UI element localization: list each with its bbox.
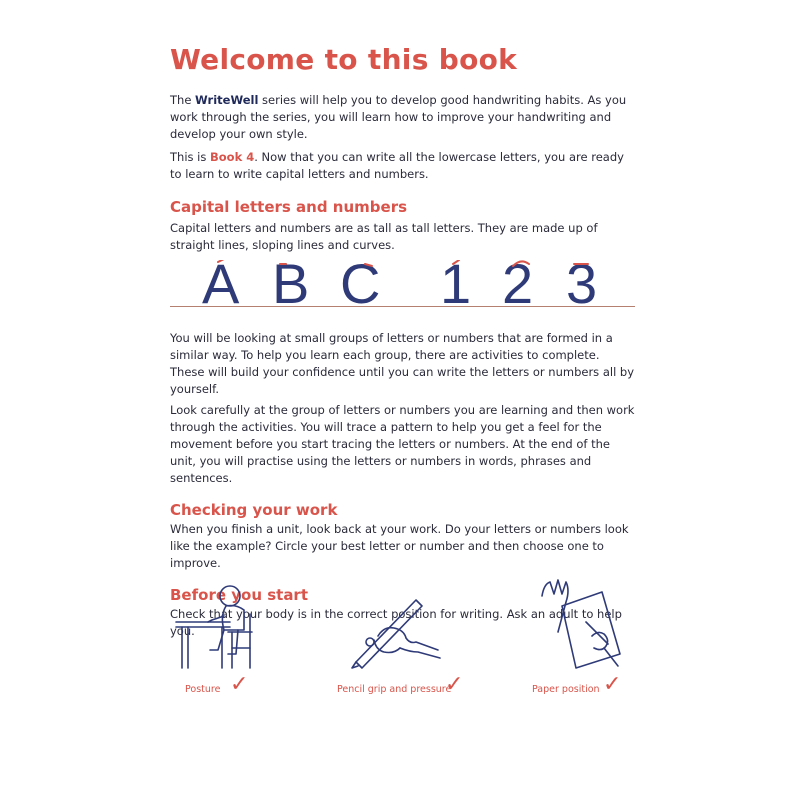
glyph-c: C (340, 252, 381, 315)
body-paragraph-2: Look carefully at the group of letters or numbers you are learning and then work through the activities. You will trace a pattern to help you get a feel for the movement before you start tracing the letters or numbers. At the end of the unit, you will practise using the letters or numbers in words, phrases and sentences. (170, 403, 635, 485)
glyph-b: B (272, 252, 310, 315)
page-content (170, 40, 635, 640)
capitals-text: Capital letters and numbers are as tall as tall letters. They are made up of straight lines, sloping lines and curves. (170, 221, 598, 252)
glyph-2: 2 (502, 252, 534, 315)
hand-holding-pencil-icon (348, 578, 443, 673)
illustrations-row (170, 578, 630, 708)
intro-text: series will help you to develop good handwriting habits. As you work through the series, you will learn how to improve your handwriting and develop your own style. (170, 93, 627, 141)
series-name: WriteWell (195, 93, 259, 107)
tick-icon: ✓ (230, 672, 249, 697)
stroke-mark-c (365, 264, 372, 266)
glyph-a: A (202, 252, 240, 315)
caption-posture: Posture (185, 684, 221, 695)
body-paragraph-1: You will be looking at small groups of letters or numbers that are formed in a similar way. To help you learn each group, there are activities to complete. These will build your confidence until you can write the letters or numbers all by yourself. (170, 331, 635, 396)
child-at-desk-icon (172, 578, 262, 673)
intro-text: . Now that you can write all the lowercase letters, you are ready to learn to write capital letters and numbers. (170, 150, 624, 181)
page-title: Welcome to this book (170, 43, 518, 76)
checking-text: When you finish a unit, look back at your work. Do your letters or numbers look like the example? Circle your best letter or number and then choose one to improve. (170, 522, 629, 570)
caption-pencil-grip: Pencil grip and pressure (337, 684, 452, 695)
intro-text: This is (170, 150, 210, 164)
stroke-mark-2 (513, 261, 529, 266)
heading-capitals: Capital letters and numbers (170, 198, 408, 216)
heading-checking: Checking your work (170, 501, 338, 519)
tick-icon: ✓ (603, 672, 622, 697)
intro-paragraph-1 (170, 92, 635, 143)
stroke-mark-1 (453, 260, 459, 264)
book-number: Book 4 (210, 150, 255, 164)
hands-on-paper-icon (532, 578, 622, 673)
stroke-mark-a (218, 260, 224, 262)
glyph-3: 3 (566, 252, 598, 315)
caption-paper-position: Paper position (532, 684, 600, 695)
intro-text: The (170, 93, 196, 107)
stroke-direction-marks (170, 260, 635, 330)
example-glyphs (170, 252, 635, 330)
heading-before: Before you start (170, 586, 309, 604)
tick-icon: ✓ (445, 672, 464, 697)
before-text: Check that your body is in the correct position for writing. Ask an adult to help you. (170, 607, 622, 638)
intro-paragraph-2 (170, 149, 635, 183)
glyph-1: 1 (440, 252, 472, 315)
